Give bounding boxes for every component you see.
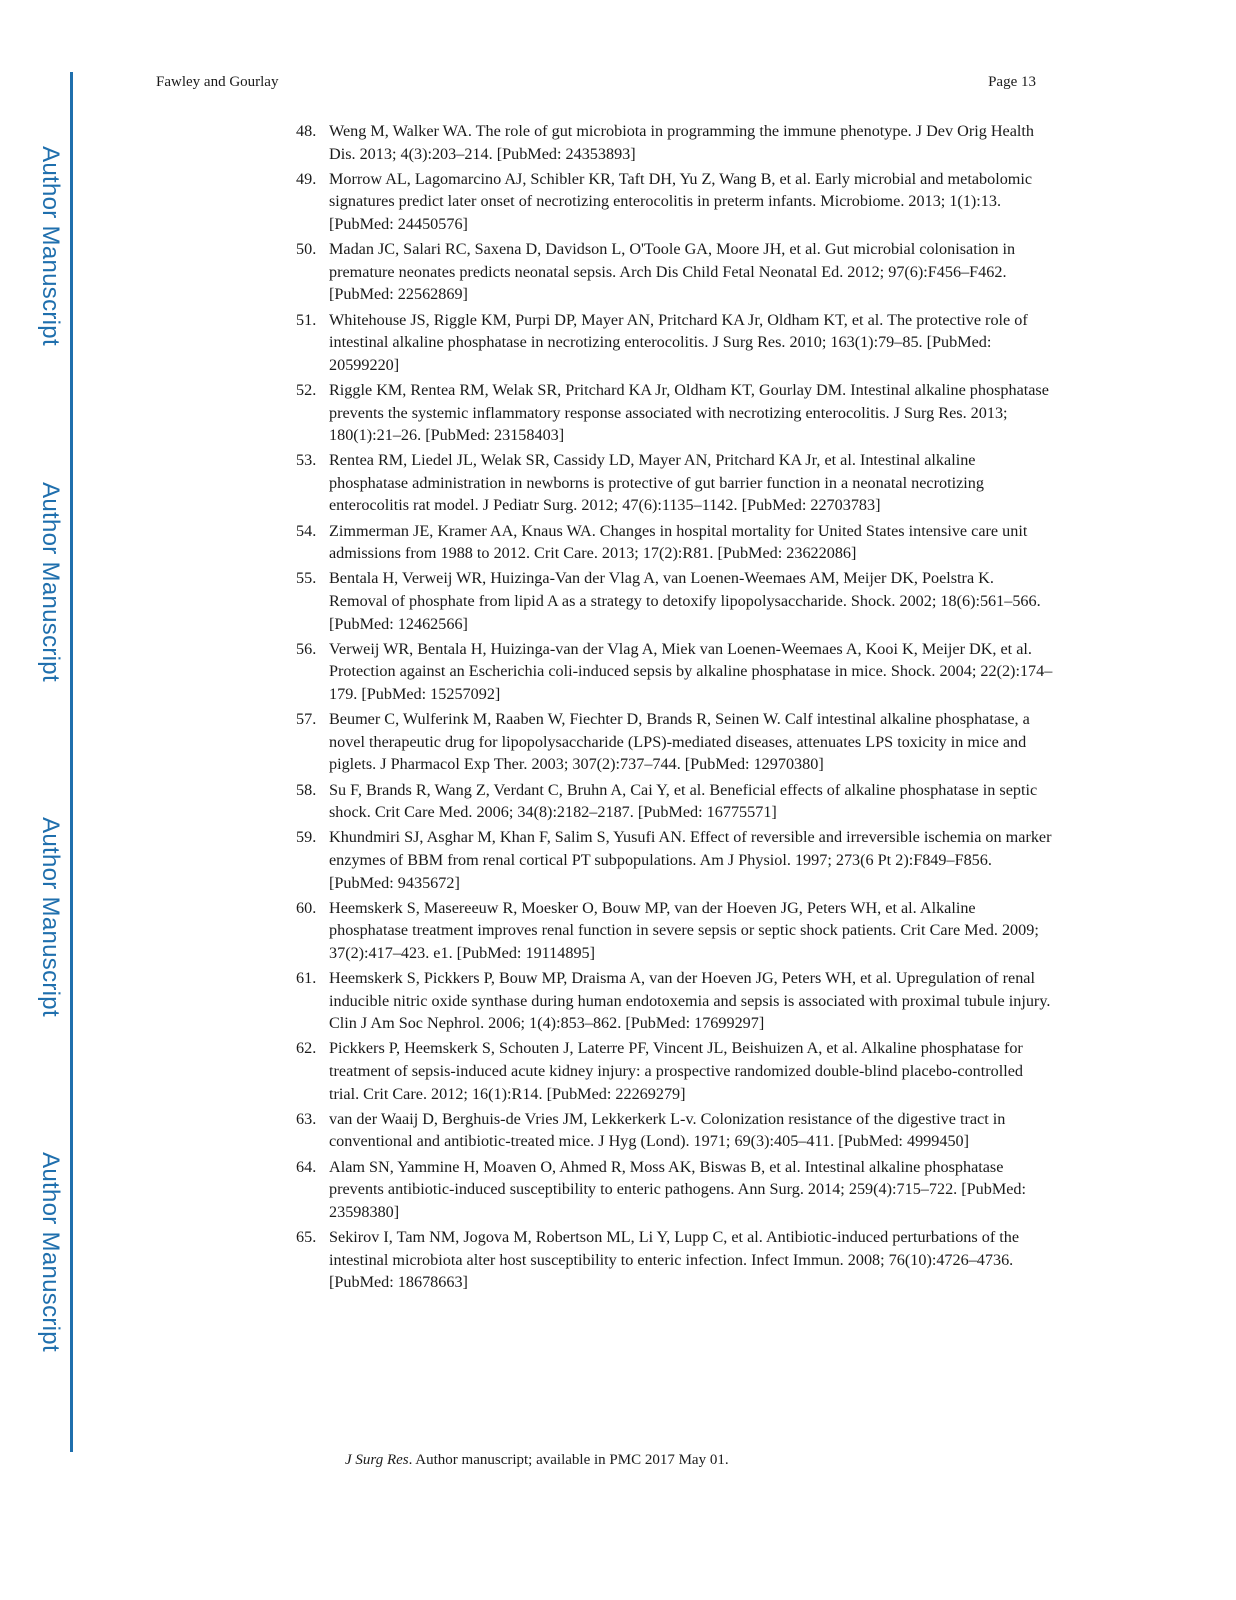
reference-number: 51. bbox=[296, 310, 317, 329]
reference-item bbox=[296, 1108, 1056, 1153]
reference-item bbox=[296, 567, 1056, 635]
reference-item bbox=[296, 638, 1056, 706]
footer-note: . Author manuscript; available in PMC 2017 May 01. bbox=[408, 1452, 729, 1468]
reference-item bbox=[296, 120, 1056, 165]
reference-text: Riggle KM, Rentea RM, Welak SR, Pritchard KA Jr, Oldham KT, Gourlay DM. Intestinal alkaline phosphatase prevents the systemic inflammatory response associated with necrotizing enterocolitis. J Surg Res. 2013; 180(1):21–26. [PubMed: 23158403] bbox=[329, 380, 1049, 445]
footer-journal: J Surg Res bbox=[345, 1452, 409, 1468]
reference-number: 64. bbox=[296, 1157, 317, 1176]
page-number: Page 13 bbox=[988, 74, 1036, 90]
footer-citation bbox=[345, 1452, 729, 1469]
reference-item bbox=[296, 1226, 1056, 1294]
reference-item bbox=[296, 379, 1056, 447]
reference-text: Zimmerman JE, Kramer AA, Knaus WA. Changes in hospital mortality for United States intensive care unit admissions from 1988 to 2012. Crit Care. 2013; 17(2):R81. [PubMed: 23622086] bbox=[329, 521, 1028, 563]
reference-number: 60. bbox=[296, 898, 317, 917]
reference-item bbox=[296, 708, 1056, 776]
reference-number: 61. bbox=[296, 969, 317, 988]
reference-number: 63. bbox=[296, 1109, 317, 1128]
reference-number: 50. bbox=[296, 240, 317, 259]
reference-text: Rentea RM, Liedel JL, Welak SR, Cassidy LD, Mayer AN, Pritchard KA Jr, et al. Intestinal alkaline phosphatase administration in newborns is protective of gut barrier function in a neonatal necrotizing enterocolitis rat model. J Pediatr Surg. 2012; 47(6):1135–1142. [PubMed: 22703783] bbox=[329, 451, 984, 515]
reference-number: 55. bbox=[296, 569, 317, 588]
reference-text: Weng M, Walker WA. The role of gut microbiota in programming the immune phenotype. J Dev Orig Health Dis. 2013; 4(3):203–214. [PubMed: 24353893] bbox=[329, 122, 1034, 163]
reference-item bbox=[296, 1156, 1056, 1224]
reference-text: Heemskerk S, Masereeuw R, Moesker O, Bouw MP, van der Hoeven JG, Peters WH, et al. Alkaline phosphatase treatment improves renal function in severe sepsis or septic shock patients. Crit Care Med. 2009; 37(2):417–423. e1. [PubMed: 19114895] bbox=[329, 898, 1039, 962]
reference-item bbox=[296, 897, 1056, 965]
reference-item bbox=[296, 449, 1056, 517]
author-manuscript-label-text: Author Manuscript bbox=[37, 482, 64, 682]
running-head-authors: Fawley and Gourlay bbox=[156, 74, 279, 90]
reference-list bbox=[296, 120, 1056, 1296]
reference-item bbox=[296, 520, 1056, 565]
reference-number: 62. bbox=[296, 1039, 317, 1058]
reference-number: 58. bbox=[296, 780, 317, 799]
sidebar-rule bbox=[70, 72, 73, 1452]
reference-text: Alam SN, Yammine H, Moaven O, Ahmed R, Moss AK, Biswas B, et al. Intestinal alkaline phosphatase prevents antibiotic-induced susceptibility to enteric pathogens. Ann Surg. 2014; 259(4):715–722. [PubMed: 23598380] bbox=[329, 1157, 1027, 1221]
reference-text: Verweij WR, Bentala H, Huizinga-van der Vlag A, Miek van Loenen-Weemaes A, Kooi K, Meijer DK, et al. Protection against an Escherichia coli-induced sepsis by alkaline phosphatase in mice. Shock. 2004; 22(2):174–179. [PubMed: 15257092] bbox=[329, 639, 1053, 703]
author-manuscript-label-text: Author Manuscript bbox=[37, 146, 64, 346]
reference-item bbox=[296, 826, 1056, 894]
reference-number: 49. bbox=[296, 169, 317, 188]
reference-text: Su F, Brands R, Wang Z, Verdant C, Bruhn A, Cai Y, et al. Beneficial effects of alkaline phosphatase in septic shock. Crit Care Med. 2006; 34(8):2182–2187. [PubMed: 16775571] bbox=[329, 780, 1038, 822]
reference-item bbox=[296, 967, 1056, 1035]
reference-text: Bentala H, Verweij WR, Huizinga-Van der Vlag A, van Loenen-Weemaes AM, Meijer DK, Poelstra K. Removal of phosphate from lipid A as a strategy to detoxify lipopolysaccharide. Shock. 2002; 18(6):561–566. [PubMed: 12462566] bbox=[329, 569, 1041, 633]
reference-text: Madan JC, Salari RC, Saxena D, Davidson L, O'Toole GA, Moore JH, et al. Gut microbial colonisation in premature neonates predicts neonatal sepsis. Arch Dis Child Fetal Neonatal Ed. 2012; 97(6):F456–F462. [PubMed: 22562869] bbox=[329, 240, 1016, 304]
reference-item bbox=[296, 779, 1056, 824]
reference-number: 52. bbox=[296, 380, 317, 399]
reference-number: 57. bbox=[296, 710, 317, 729]
reference-number: 65. bbox=[296, 1228, 317, 1246]
reference-text: Khundmiri SJ, Asghar M, Khan F, Salim S, Yusufi AN. Effect of reversible and irreversible ischemia on marker enzymes of BBM from renal cortical PT subpopulations. Am J Physiol. 1997; 273(6 Pt 2):F849–F856. [PubMed: 9435672] bbox=[329, 828, 1052, 892]
author-manuscript-label-text: Author Manuscript bbox=[37, 1152, 64, 1352]
reference-number: 54. bbox=[296, 521, 317, 540]
author-manuscript-label-text: Author Manuscript bbox=[37, 817, 64, 1017]
reference-item bbox=[296, 309, 1056, 377]
reference-number: 48. bbox=[296, 122, 317, 140]
reference-item bbox=[296, 238, 1056, 306]
reference-text: Heemskerk S, Pickkers P, Bouw MP, Draisma A, van der Hoeven JG, Peters WH, et al. Upregulation of renal inducible nitric oxide synthase during human endotoxemia and sepsis is associated with proximal tubule injury. Clin J Am Soc Nephrol. 2006; 1(4):853–862. [PubMed: 17699297] bbox=[329, 969, 1051, 1033]
reference-number: 53. bbox=[296, 451, 317, 470]
reference-text: Pickkers P, Heemskerk S, Schouten J, Laterre PF, Vincent JL, Beishuizen A, et al. Alkaline phosphatase for treatment of sepsis-induced acute kidney injury: a prospective randomized double-blind placebo-controlled trial. Crit Care. 2012; 16(1):R14. [PubMed: 22269279] bbox=[329, 1039, 1024, 1103]
reference-number: 56. bbox=[296, 639, 317, 658]
reference-text: Sekirov I, Tam NM, Jogova M, Robertson ML, Li Y, Lupp C, et al. Antibiotic-induced perturbations of the intestinal microbiota alter host susceptibility to enteric infection. Infect Immun. 2008; 76(10):4726–4736. [PubMed: 18678663] bbox=[329, 1228, 1020, 1292]
reference-text: Morrow AL, Lagomarcino AJ, Schibler KR, Taft DH, Yu Z, Wang B, et al. Early microbial and metabolomic signatures predict later onset of necrotizing enterocolitis in preterm infants. Microbiome. 2013; 1(1):13. [PubMed: 24450576] bbox=[329, 169, 1033, 233]
reference-number: 59. bbox=[296, 828, 317, 847]
reference-text: Beumer C, Wulferink M, Raaben W, Fiechter D, Brands R, Seinen W. Calf intestinal alkaline phosphatase, a novel therapeutic drug for lipopolysaccharide (LPS)-mediated diseases, attenuates LPS toxicity in mice and piglets. J Pharmacol Exp Ther. 2003; 307(2):737–744. [PubMed: 12970380] bbox=[329, 710, 1030, 774]
reference-text: van der Waaij D, Berghuis-de Vries JM, Lekkerkerk L-v. Colonization resistance of the digestive tract in conventional and antibiotic-treated mice. J Hyg (Lond). 1971; 69(3):405–411. [PubMed: 4999450] bbox=[329, 1109, 1006, 1151]
reference-item bbox=[296, 168, 1056, 236]
reference-text: Whitehouse JS, Riggle KM, Purpi DP, Mayer AN, Pritchard KA Jr, Oldham KT, et al. The protective role of intestinal alkaline phosphatase in necrotizing enterocolitis. J Surg Res. 2010; 163(1):79–85. [PubMed: 20599220] bbox=[329, 310, 1028, 374]
reference-item bbox=[296, 1037, 1056, 1105]
